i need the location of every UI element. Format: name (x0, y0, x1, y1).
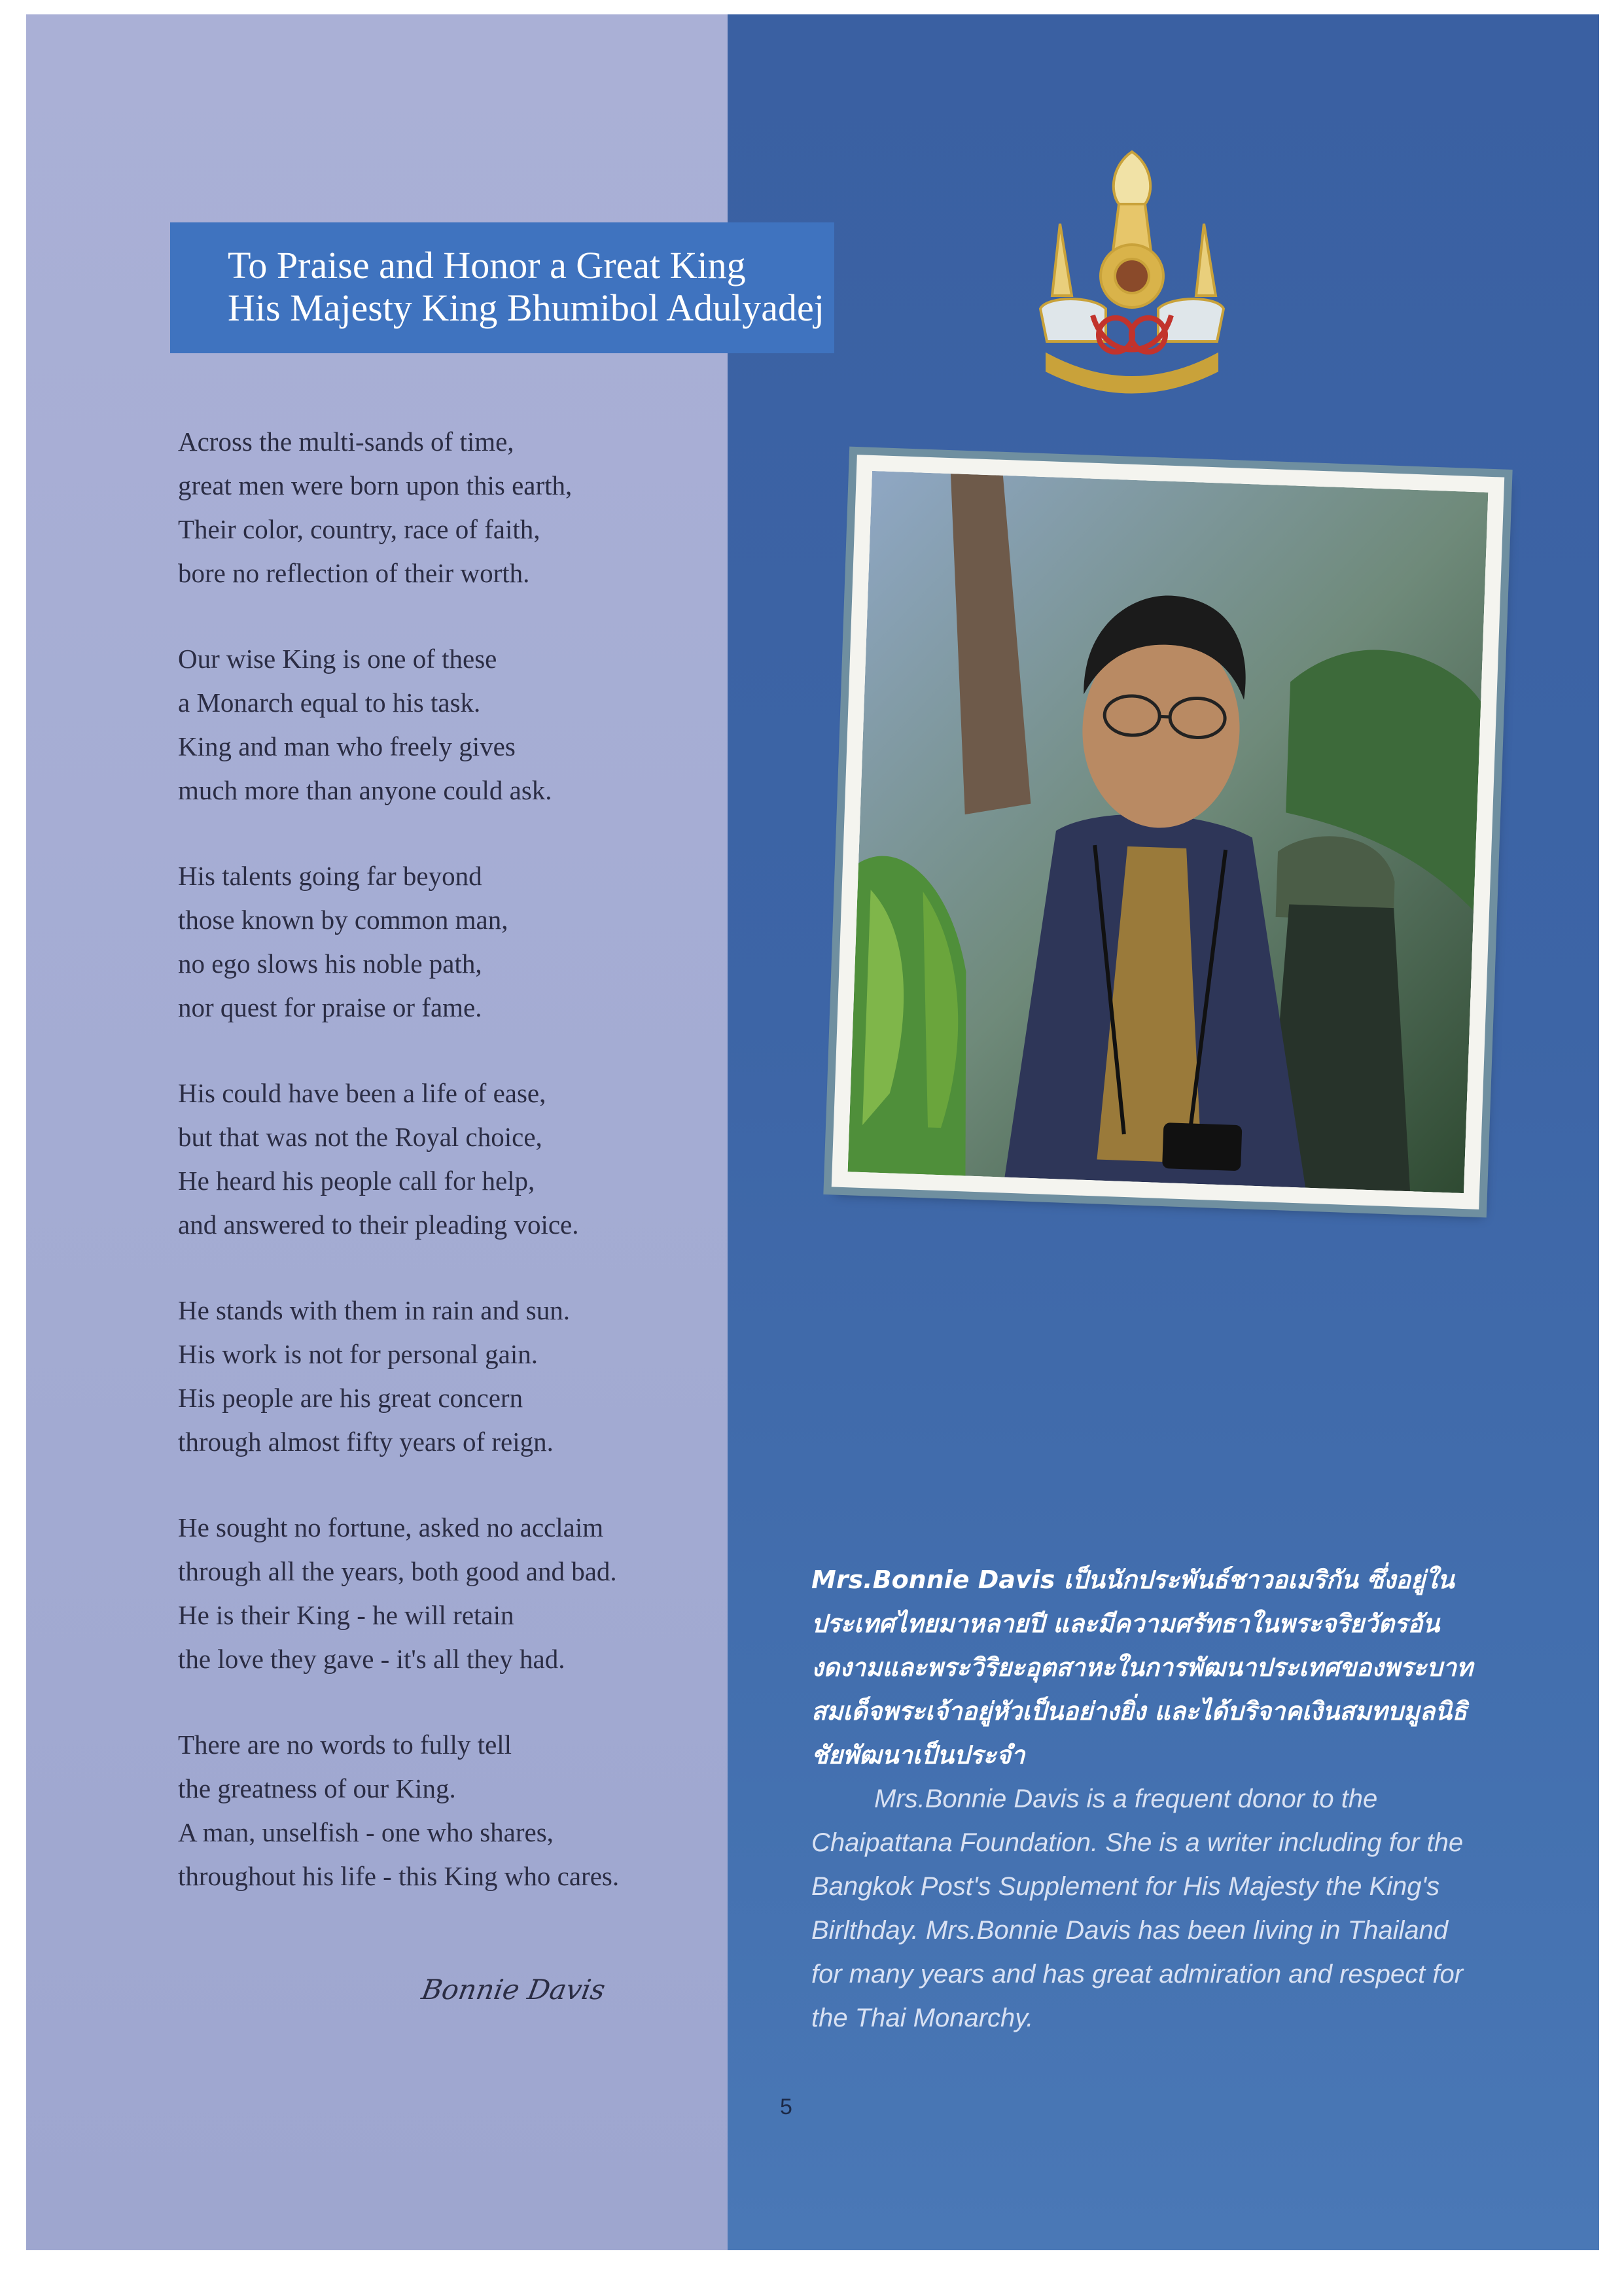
poem-line: great men were born upon this earth, (178, 470, 573, 500)
poem-line: but that was not the Royal choice, (178, 1122, 542, 1152)
poem-line: the greatness of our King. (178, 1773, 456, 1803)
poem-line: through almost fifty years of reign. (178, 1427, 554, 1457)
king-photo (848, 471, 1489, 1193)
poem-line: much more than anyone could ask. (178, 775, 552, 805)
title-line-1: To Praise and Honor a Great King (228, 244, 746, 287)
poem-line: throughout his life - this King who cares. (178, 1861, 620, 1891)
poem-line: His talents going far beyond (178, 861, 482, 891)
author-description (811, 1558, 1479, 2040)
poem-line: King and man who freely gives (178, 731, 516, 761)
description-thai: Mrs.Bonnie Davis เป็นนักประพันธ์ชาวอเมริกัน ซึ่งอยู่ในประเทศไทยมาหลายปี และมีความศรัทธาในพระจริยวัตรอันงดงามและพระวิริยะอุตสาหะในการพัฒนาประเทศของพระบาทสมเด็จพระเจ้าอยู่หัวเป็นอย่างยิ่ง และได้บริจาคเงินสมทบมูลนิธิชัยพัฒนาเป็นประจำ (811, 1565, 1473, 1769)
poem-stanza (178, 1289, 715, 1464)
poem-line: He stands with them in rain and sun. (178, 1295, 570, 1325)
poem (178, 420, 715, 1940)
poem-line: His people are his great concern (178, 1383, 523, 1413)
page (26, 14, 1599, 2250)
poem-line: the love they gave - it's all they had. (178, 1644, 565, 1674)
poem-line: nor quest for praise or fame. (178, 992, 482, 1022)
poem-line: His work is not for personal gain. (178, 1339, 538, 1369)
poem-line: and answered to their pleading voice. (178, 1209, 579, 1240)
poem-line: a Monarch equal to his task. (178, 687, 481, 718)
poem-line: Across the multi-sands of time, (178, 426, 514, 457)
page-number: 5 (780, 2095, 792, 2119)
poem-line: His could have been a life of ease, (178, 1078, 546, 1108)
poem-stanza (178, 1506, 715, 1681)
poem-line: There are no words to fully tell (178, 1730, 512, 1760)
poem-stanza (178, 854, 715, 1030)
signature: Bonnie Davis (419, 1974, 608, 2006)
photo-frame (832, 455, 1504, 1209)
poem-line: Our wise King is one of these (178, 644, 497, 674)
poem-line: A man, unselfish - one who shares, (178, 1817, 554, 1847)
poem-line: He is their King - he will retain (178, 1600, 514, 1630)
poem-line: those known by common man, (178, 905, 508, 935)
photo-image (848, 471, 1489, 1193)
poem-stanza (178, 1723, 715, 1898)
poem-stanza (178, 1071, 715, 1247)
title-line-2: His Majesty King Bhumibol Adulyadej (228, 286, 824, 329)
royal-emblem-icon (1021, 145, 1243, 420)
poem-line: through all the years, both good and bad. (178, 1556, 617, 1586)
title-box (170, 222, 834, 353)
poem-stanza (178, 420, 715, 595)
poem-line: bore no reflection of their worth. (178, 558, 530, 588)
poem-line: Their color, country, race of faith, (178, 514, 540, 544)
poem-stanza (178, 637, 715, 812)
poem-line: He heard his people call for help, (178, 1166, 535, 1196)
poem-line: He sought no fortune, asked no acclaim (178, 1512, 604, 1542)
description-english: Mrs.Bonnie Davis is a frequent donor to the Chaipattana Foundation. She is a writer including for the Bangkok Post's Supplement for His Majesty the King's Birlthday. Mrs.Bonnie Davis has been living in Thailand for many years and has great admiration and respect for the Thai Monarchy. (811, 1784, 1464, 2032)
poem-line: no ego slows his noble path, (178, 948, 482, 979)
